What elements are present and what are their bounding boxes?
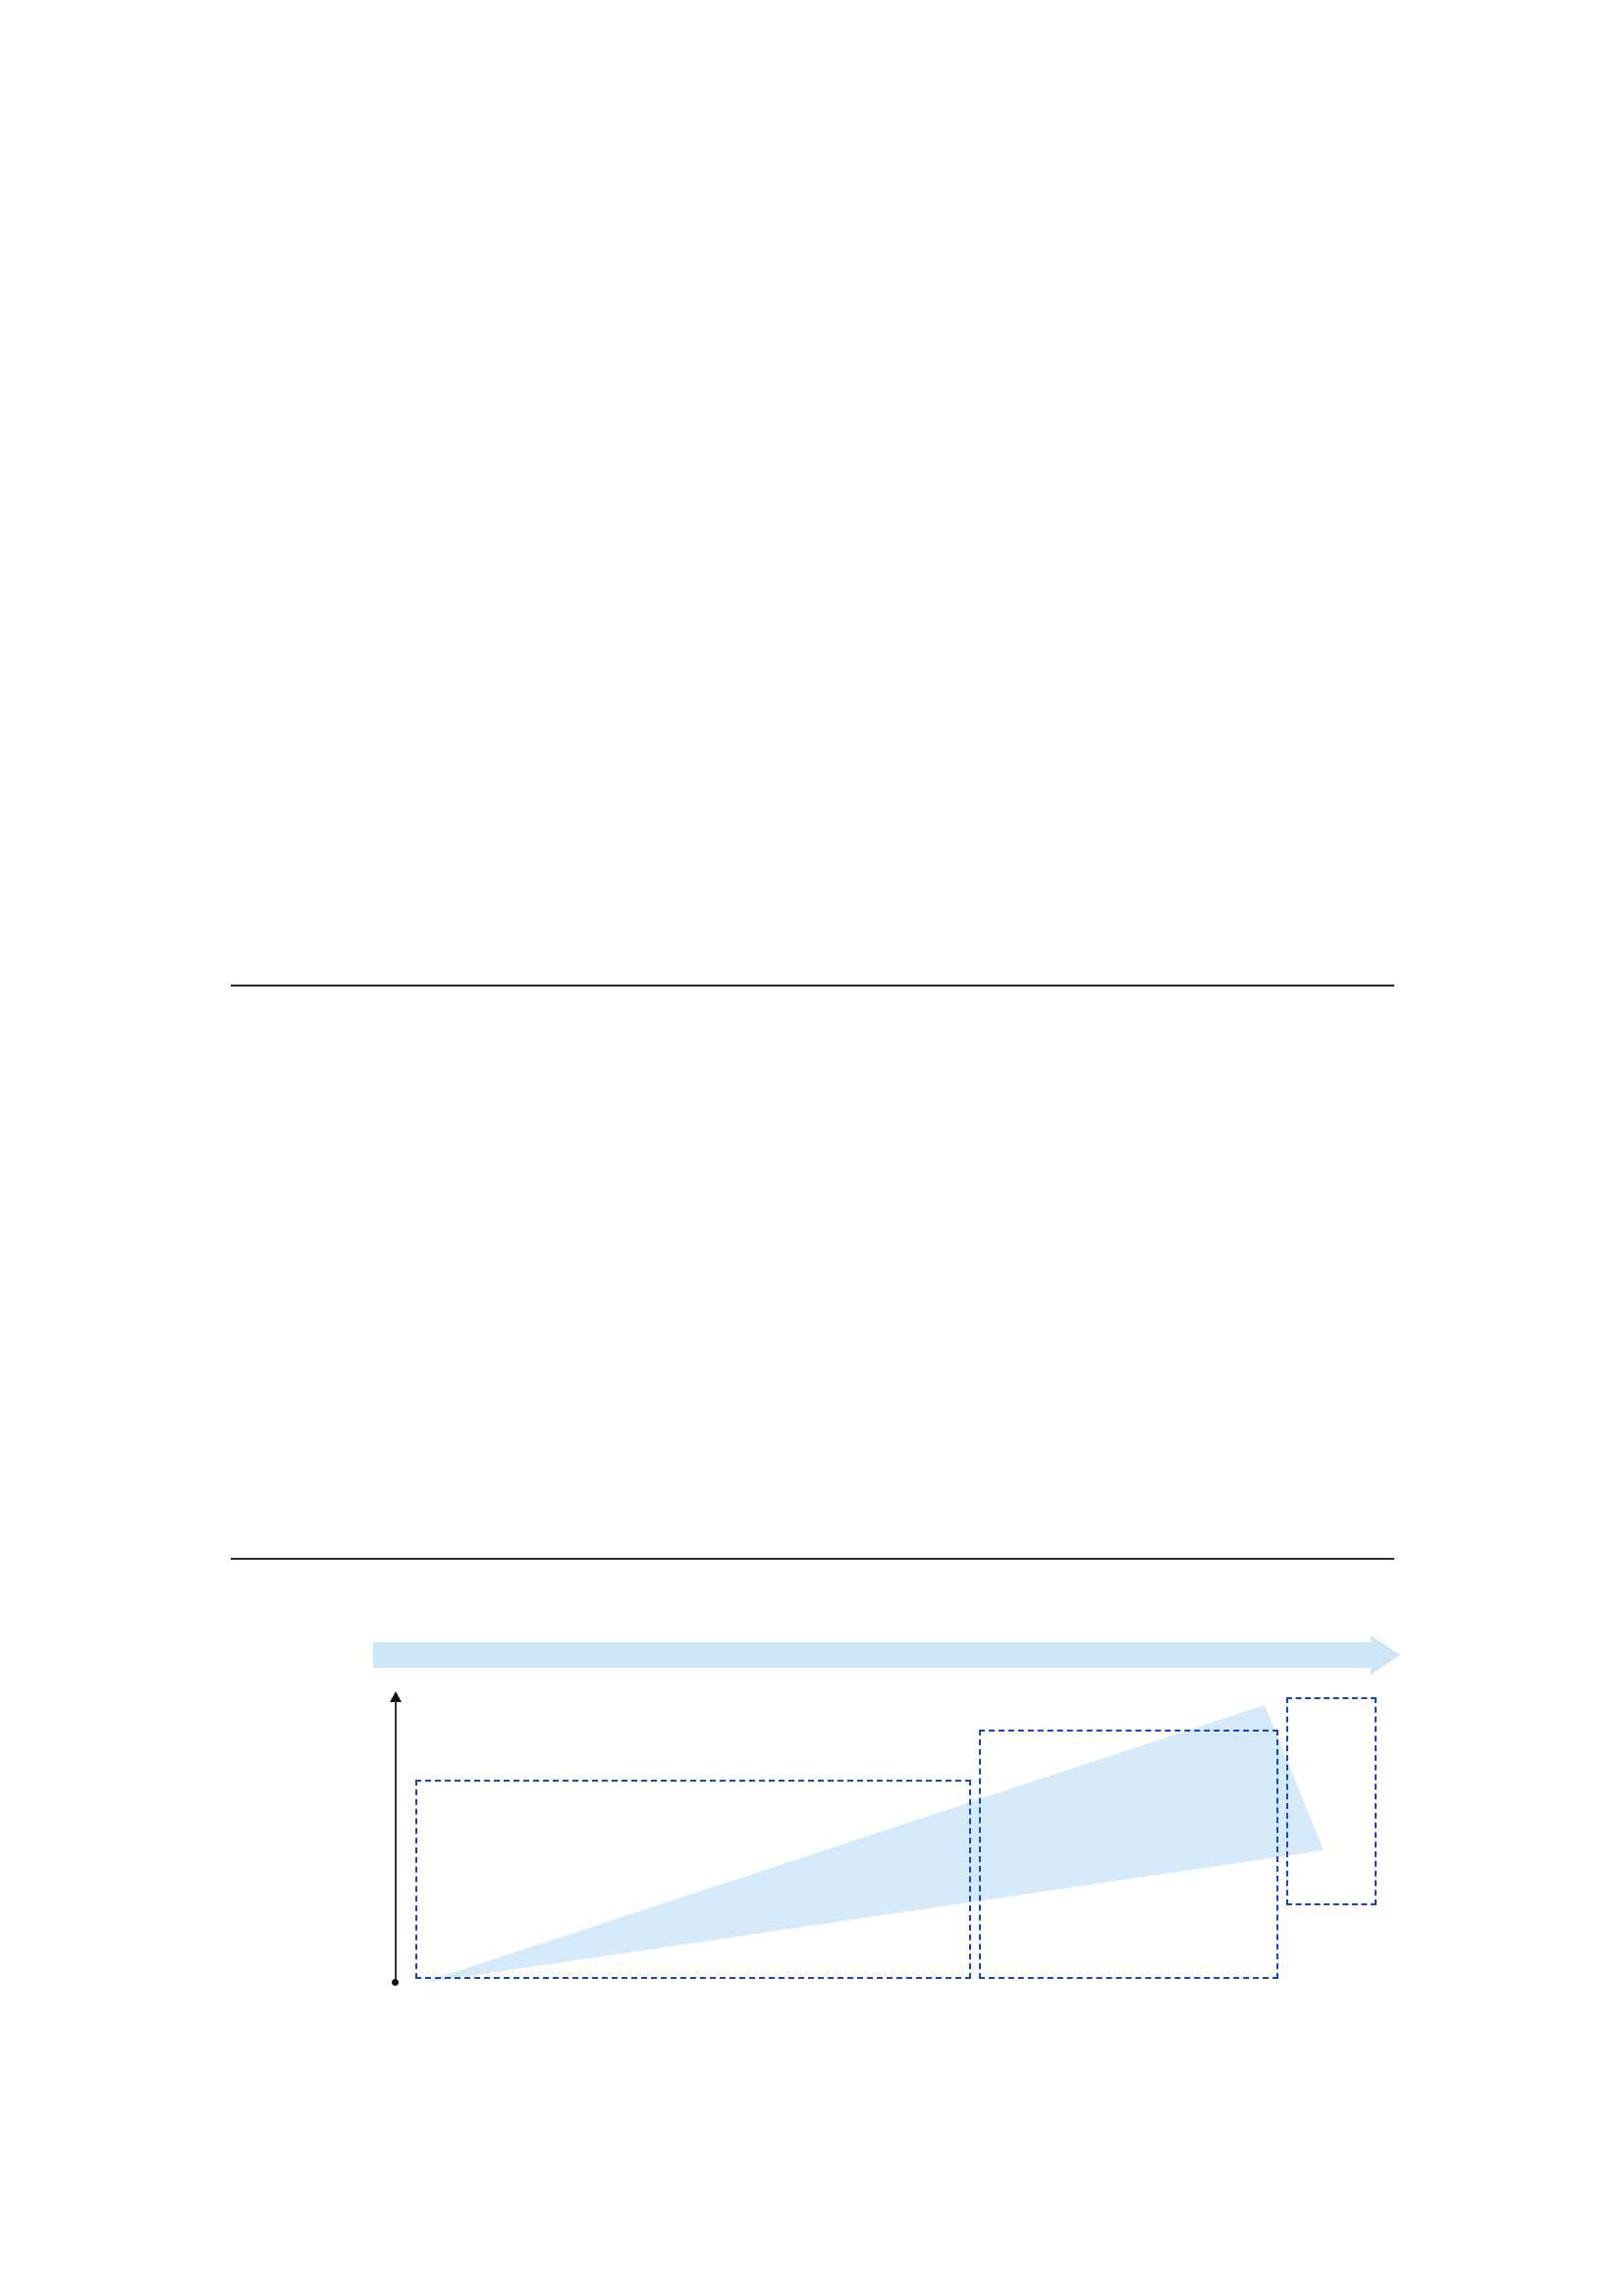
annotation-box-premium (1286, 1697, 1377, 1905)
y-axis (395, 1701, 397, 1982)
band-arrowhead-icon (1371, 1635, 1400, 1675)
exhibit-03 (231, 1558, 1394, 2108)
y-axis-origin-dot (392, 1979, 399, 1986)
annotation-box-mid (979, 1730, 1278, 1979)
brand-sequence-band (373, 1642, 1373, 1668)
divider (231, 1558, 1394, 1560)
annotation-box-low-end (415, 1780, 971, 1979)
divider (231, 985, 1394, 987)
exhibit-02 (231, 985, 1394, 1520)
replacement-diagram (275, 1693, 1394, 2002)
